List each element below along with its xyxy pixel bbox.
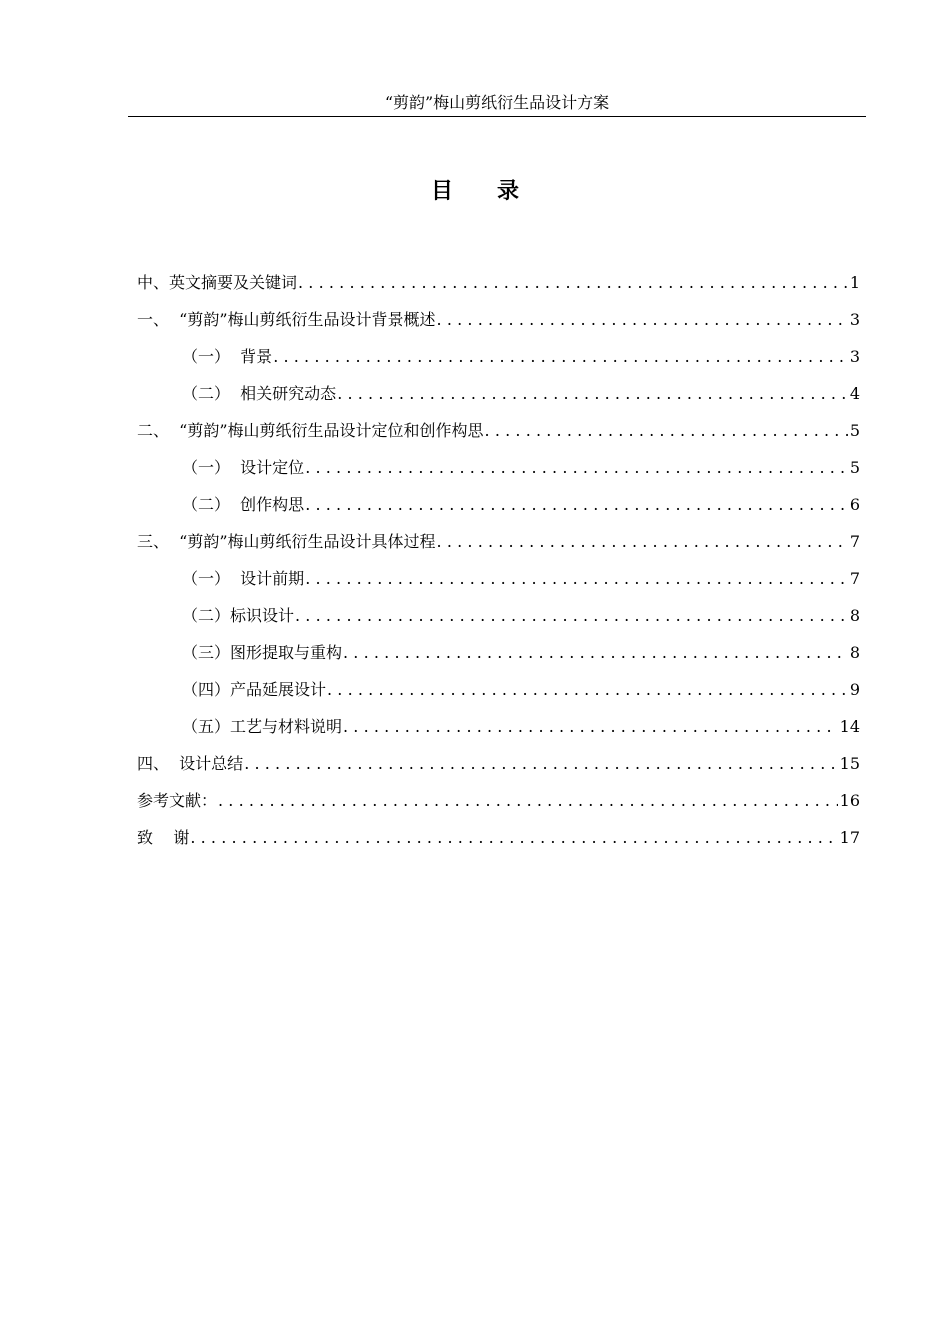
document-title: “剪韵”梅山剪纸衍生品设计方案 [384,93,610,112]
toc-entry-label: （二） 创作构思 [182,495,305,514]
toc-entry-page: 8 [849,643,860,662]
toc-entry-label: （一） 设计前期 [182,569,305,588]
toc-entry-page: 4 [849,384,860,403]
toc-entry-label: 二、 “剪韵”梅山剪纸衍生品设计定位和创作构思 [137,421,484,440]
toc-entry[interactable] [137,812,860,849]
toc-entry-label: 中、英文摘要及关键词 [137,273,298,292]
toc-entry-label: 一、 “剪韵”梅山剪纸衍生品设计背景概述 [137,310,436,329]
toc-entry-label: （二） 相关研究动态 [182,384,337,403]
toc-entry[interactable] [137,701,860,738]
toc-title [0,174,950,205]
toc-leader-dots [437,309,848,331]
toc-leader-dots [485,420,848,442]
toc-entry-page: 7 [849,569,860,588]
toc-leader-dots [273,346,848,368]
toc-title-char-1: 目 [430,178,453,204]
toc-entry-page: 1 [849,273,860,292]
toc-entry[interactable] [137,590,860,627]
toc-leader-dots [218,790,838,812]
toc-entry[interactable] [137,479,860,516]
toc-entry-page: 9 [849,680,860,699]
toc-entry-page: 3 [849,347,860,366]
toc-entry-label: （五）工艺与材料说明 [182,717,343,736]
toc-leader-dots [305,457,848,479]
toc-leader-dots [437,531,848,553]
toc-entry[interactable] [137,331,860,368]
toc-entry-page: 5 [849,458,860,477]
toc-leader-dots [190,827,837,849]
toc-entry[interactable] [137,553,860,590]
toc-entry[interactable] [137,405,860,442]
toc-entry-label: 四、 设计总结 [137,754,244,773]
toc-entry-page: 15 [839,754,860,773]
toc-entry[interactable] [137,442,860,479]
toc-entry-label: （三）图形提取与重构 [182,643,343,662]
toc-leader-dots [343,716,838,738]
toc-entry[interactable] [137,664,860,701]
toc-title-char-2: 录 [497,178,520,204]
toc-entry[interactable] [137,738,860,775]
toc-leader-dots [295,605,848,627]
toc-entry-page: 17 [839,828,860,847]
toc-entry-label: 参考文献： [137,791,218,810]
toc-entry-page: 16 [839,791,860,810]
toc-leader-dots [343,642,848,664]
toc-entry-page: 7 [849,532,860,551]
toc-entry[interactable] [137,257,860,294]
toc-entry-label: 致 谢 [137,828,190,847]
toc-entry-page: 14 [839,717,860,736]
toc-entry-label: （四）产品延展设计 [182,680,327,699]
toc-entry-page: 5 [849,421,860,440]
toc-entry-page: 3 [849,310,860,329]
toc-entry[interactable] [137,368,860,405]
toc-entry[interactable] [137,775,860,812]
toc-entry-label: 三、 “剪韵”梅山剪纸衍生品设计具体过程 [137,532,436,551]
toc-leader-dots [305,494,848,516]
page-header [128,92,866,117]
toc-entry-page: 6 [849,495,860,514]
toc-entry-label: （一） 设计定位 [182,458,305,477]
toc-leader-dots [327,679,848,701]
toc-entry-page: 8 [849,606,860,625]
toc-leader-dots [244,753,837,775]
toc-leader-dots [298,272,848,294]
toc-leader-dots [305,568,848,590]
toc-leader-dots [337,383,848,405]
toc-entry[interactable] [137,627,860,664]
toc-entry-label: （二）标识设计 [182,606,295,625]
toc-entry[interactable] [137,516,860,553]
table-of-contents [137,257,860,849]
toc-entry-label: （一） 背景 [182,347,273,366]
toc-entry[interactable] [137,294,860,331]
